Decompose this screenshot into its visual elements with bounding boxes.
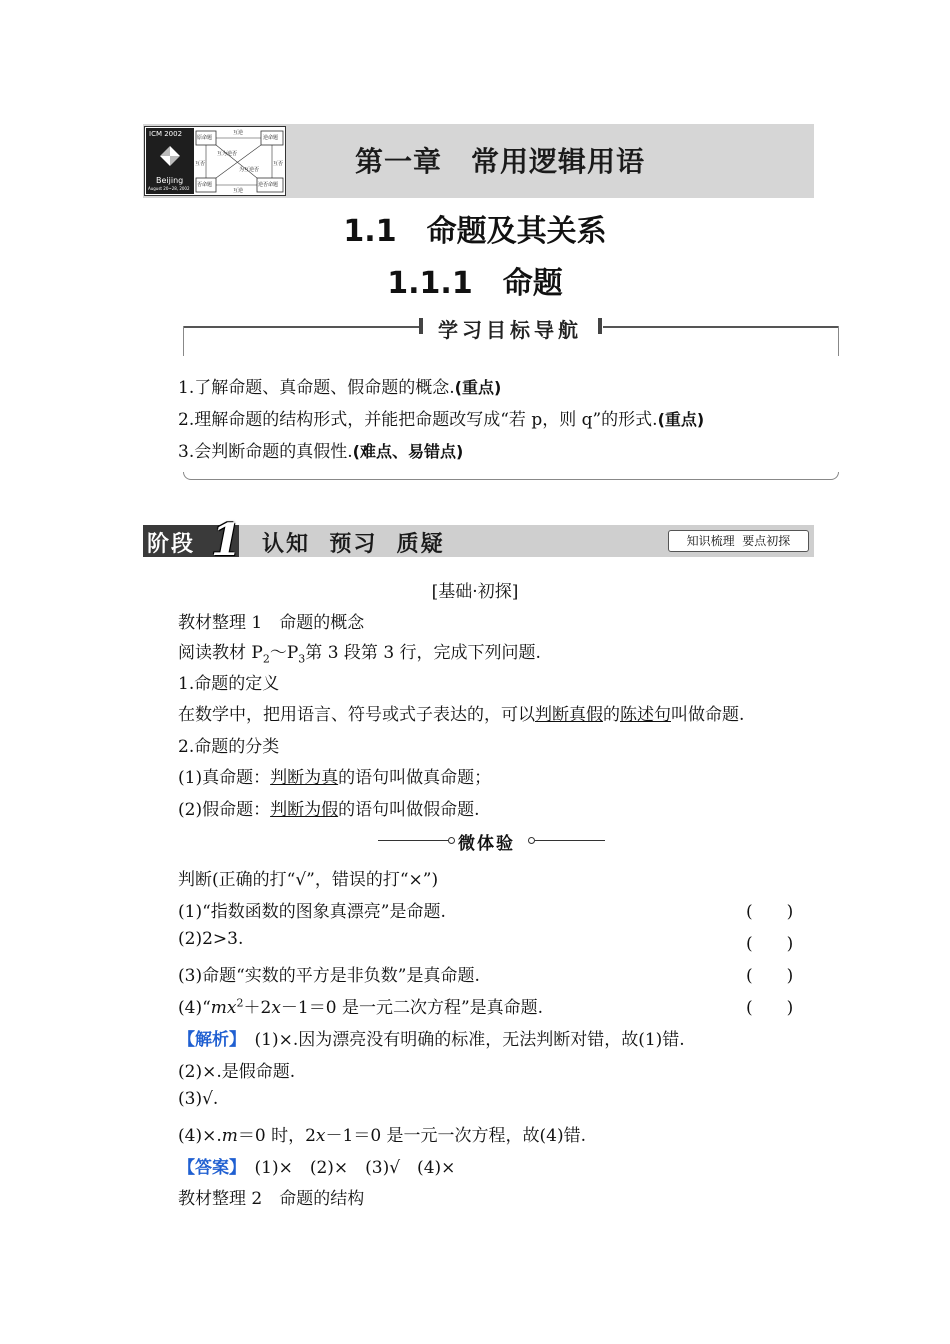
analysis-line-3: (3)√. [178, 1089, 219, 1109]
logo-label-inverse: 否命题 [197, 182, 213, 188]
question-3: (3)命题“实数的平方是非负数”是真命题. [178, 966, 480, 986]
logo-top-text: ICM 2002 [149, 130, 183, 138]
logo-label-contrapositive: 逆否命题 [258, 182, 279, 188]
logo-dates: August 20~28, 2002 [148, 186, 190, 191]
stage-title: 认知 预习 质疑 [262, 532, 445, 557]
false-proposition: (2)假命题：判断为假的语句叫做假命题. [178, 800, 480, 820]
basis-label: [基础·初探] [431, 582, 519, 602]
objectives-cap-right [598, 318, 602, 334]
objective-item-2: 2.理解命题的结构形式，并能把命题改写成“若 p，则 q”的形式.(重点) [178, 410, 705, 430]
answer-blank-2: ( ) [746, 934, 794, 954]
answer-tag: 【答案】 [178, 1158, 238, 1178]
judge-instruction: 判断(正确的打“√”，错误的打“×”) [178, 870, 439, 890]
section1-heading: 教材整理 1 命题的概念 [178, 613, 365, 633]
definition-text: 在数学中，把用语言、符号或式子表达的，可以判断真假的陈述句叫做命题. [178, 705, 745, 725]
answer-line: 【答案】 (1)× (2)× (3)√ (4)× [178, 1158, 456, 1178]
section-title: 1.1 命题及其关系 [343, 214, 607, 249]
answer-blank-1: ( ) [746, 902, 794, 922]
stage-number: 1 [211, 515, 242, 566]
icm-logo-emblem [146, 128, 194, 194]
analysis-line-4: (4)×.m＝0 时，2x－1＝0 是一元一次方程，故(4)错. [178, 1126, 587, 1146]
logo-label-left: 互否 [195, 161, 206, 167]
logo-label-diag2: 为互逆否 [239, 167, 260, 173]
question-2: (2)2>3. [178, 929, 244, 949]
objectives-rule-left [183, 326, 419, 328]
subsection-title: 1.1.1 命题 [387, 266, 563, 301]
analysis-line-2: (2)×.是假命题. [178, 1062, 296, 1082]
objectives-heading: 学习目标导航 [438, 318, 582, 342]
stage-tag: 知识梳理 要点初探 [668, 530, 809, 552]
micro-dot-right [528, 837, 535, 844]
question-1: (1)“指数函数的图象真漂亮”是命题. [178, 902, 446, 922]
objective-item-1: 1.了解命题、真命题、假命题的概念.(重点) [178, 378, 502, 398]
true-proposition: (1)真命题：判断为真的语句叫做真命题； [178, 768, 492, 788]
logo-label-bottom: 互逆 [233, 188, 244, 194]
reading-instruction: 阅读教材 $P_2\sim P_3$第 3 段第 3 行，完成下列问题. [178, 643, 541, 666]
micro-rule-right [535, 840, 605, 841]
logo-label-converse: 逆命题 [263, 135, 279, 141]
logo-label-orig: 原命题 [197, 135, 213, 141]
answer-blank-4: ( ) [746, 998, 794, 1018]
logo-city: Beijing [156, 176, 184, 185]
objective-item-3: 3.会判断命题的真假性.(难点、易错点) [178, 442, 464, 462]
question-4: $(4)“mx^2+2x-1=0$ 是一元二次方程”是真命题. [178, 996, 544, 1018]
micro-dot-left [448, 837, 455, 844]
stage-label: 阶段 [147, 532, 196, 557]
definition-heading: 1.命题的定义 [178, 674, 280, 694]
objectives-frame-bottom [183, 472, 839, 480]
logo-proposition-diagram [195, 128, 284, 194]
objectives-rule-right [603, 326, 839, 328]
micro-rule-left [378, 840, 448, 841]
logo-label-top: 互逆 [233, 130, 244, 136]
section2-heading: 教材整理 2 命题的结构 [178, 1189, 365, 1209]
objectives-frame-left [183, 326, 184, 356]
logo-label-diag1: 互为逆否 [217, 151, 238, 157]
objectives-frame-right [838, 326, 839, 356]
micro-title: 微体验 [458, 834, 515, 854]
chapter-title: 第一章 常用逻辑用语 [355, 145, 646, 178]
answer-blank-3: ( ) [746, 966, 794, 986]
analysis-line-1: 【解析】 (1)×.因为漂亮没有明确的标准，无法判断对错，故(1)错. [178, 1030, 685, 1050]
logo-label-right: 互否 [273, 161, 284, 167]
classification-heading: 2.命题的分类 [178, 737, 280, 757]
analysis-tag: 【解析】 [178, 1030, 238, 1050]
